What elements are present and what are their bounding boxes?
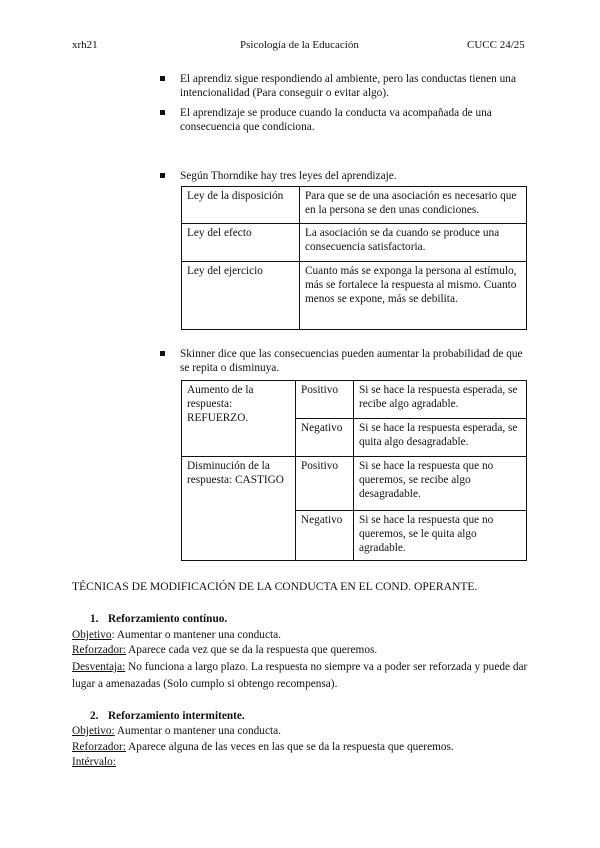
- bullet-icon: [160, 351, 165, 356]
- desventaja-text: No funciona a largo plazo. La respuesta no siempre va a poder ser reforzada y puede dar lugar a amenazadas (Solo cumplo si obtengo recompensa).: [72, 661, 528, 690]
- header-left: xrh21: [72, 39, 98, 51]
- bullet-icon: [160, 76, 165, 81]
- thorndike-intro: [160, 169, 530, 183]
- bullet-item: [160, 106, 530, 134]
- objetivo-text: Aumentar o mantener una conducta.: [114, 725, 281, 737]
- section-heading: Reforzamiento intermitente.: [108, 710, 245, 722]
- consequence-description: Si se hace la respuesta esperada, se quita algo desagradable.: [354, 419, 527, 457]
- consequence-type: Positivo: [296, 457, 354, 511]
- consequence-description: Si se hace la respuesta que no queremos, se le quita algo agradable.: [354, 511, 527, 561]
- law-name: Ley del efecto: [182, 224, 300, 262]
- table-row: [182, 457, 527, 511]
- thorndike-intro-text: Según Thorndike hay tres leyes del aprendizaje.: [180, 170, 397, 182]
- bullet-item: [160, 72, 530, 100]
- intervalo-label: Intérvalo:: [72, 756, 116, 768]
- law-name: Ley de la disposición: [182, 187, 300, 224]
- bullet-icon: [160, 173, 165, 178]
- header-right: CUCC 24/25: [467, 39, 525, 51]
- desventaja-label: Desventaja:: [72, 661, 126, 673]
- law-description: Cuanto más se exponga la persona al estímulo, más se fortalece la respuesta al mismo. Cuanto menos se expone, más se debilita.: [300, 262, 527, 330]
- law-name: Ley del ejercicio: [182, 262, 300, 330]
- objetivo-text: : Aumentar o mantener una conducta.: [111, 629, 281, 641]
- intervalo-line: [72, 755, 532, 769]
- consequence-type: Negativo: [296, 419, 354, 457]
- group-label: Aumento de la respuesta: REFUERZO.: [182, 381, 296, 457]
- section-heading: Reforzamiento contínuo.: [108, 613, 228, 625]
- section-title: TÉCNICAS DE MODIFICACIÓN DE LA CONDUCTA EN EL COND. OPERANTE.: [72, 580, 478, 593]
- objetivo-label: Objetivo:: [72, 725, 115, 737]
- law-description: La asociación se da cuando se produce una consecuencia satisfactoria.: [300, 224, 527, 262]
- table-row: [182, 381, 527, 419]
- table-row: [182, 262, 527, 330]
- law-description: Para que se de una asociación es necesario que en la persona se den unas condiciones.: [300, 187, 527, 224]
- table-row: [182, 187, 527, 224]
- reforzador-label: Reforzador:: [72, 644, 126, 656]
- reforzador-label: Reforzador:: [72, 741, 126, 753]
- reforzador-line: [72, 643, 532, 657]
- bullet-text: El aprendiz sigue respondiendo al ambiente, pero las conductas tienen una intencionalidad (Para conseguir o evitar algo).: [180, 73, 516, 99]
- bullet-icon: [160, 110, 165, 115]
- table-row: [182, 224, 527, 262]
- consequence-description: Si se hace la respuesta que no queremos, se recibe algo desagradable.: [354, 457, 527, 511]
- reforzador-line: [72, 740, 532, 754]
- skinner-intro-text: Skinner dice que las consecuencias pueden aumentar la probabilidad de que se repita o disminuya.: [180, 348, 523, 374]
- section-number: 2.: [90, 710, 99, 722]
- skinner-table: [181, 380, 527, 561]
- reforzador-text: Aparece cada vez que se da la respuesta que queremos.: [125, 644, 378, 656]
- objetivo-label: Objetivo: [72, 629, 112, 641]
- consequence-description: Si se hace la respuesta esperada, se recibe algo agradable.: [354, 381, 527, 419]
- objetivo-line: [72, 724, 532, 738]
- section-number: 1.: [90, 613, 99, 625]
- consequence-type: Positivo: [296, 381, 354, 419]
- objetivo-line: [72, 628, 532, 642]
- group-label: Disminución de la respuesta: CASTIGO: [182, 457, 296, 561]
- consequence-type: Negativo: [296, 511, 354, 561]
- header-title: Psicología de la Educación: [240, 39, 359, 51]
- thorndike-table: [181, 186, 527, 330]
- reforzador-text: Aparece alguna de las veces en las que se da la respuesta que queremos.: [125, 741, 454, 753]
- desventaja-line: [72, 659, 532, 693]
- bullet-text: El aprendizaje se produce cuando la conducta va acompañada de una consecuencia que condiciona.: [180, 107, 492, 133]
- skinner-intro: [160, 347, 530, 375]
